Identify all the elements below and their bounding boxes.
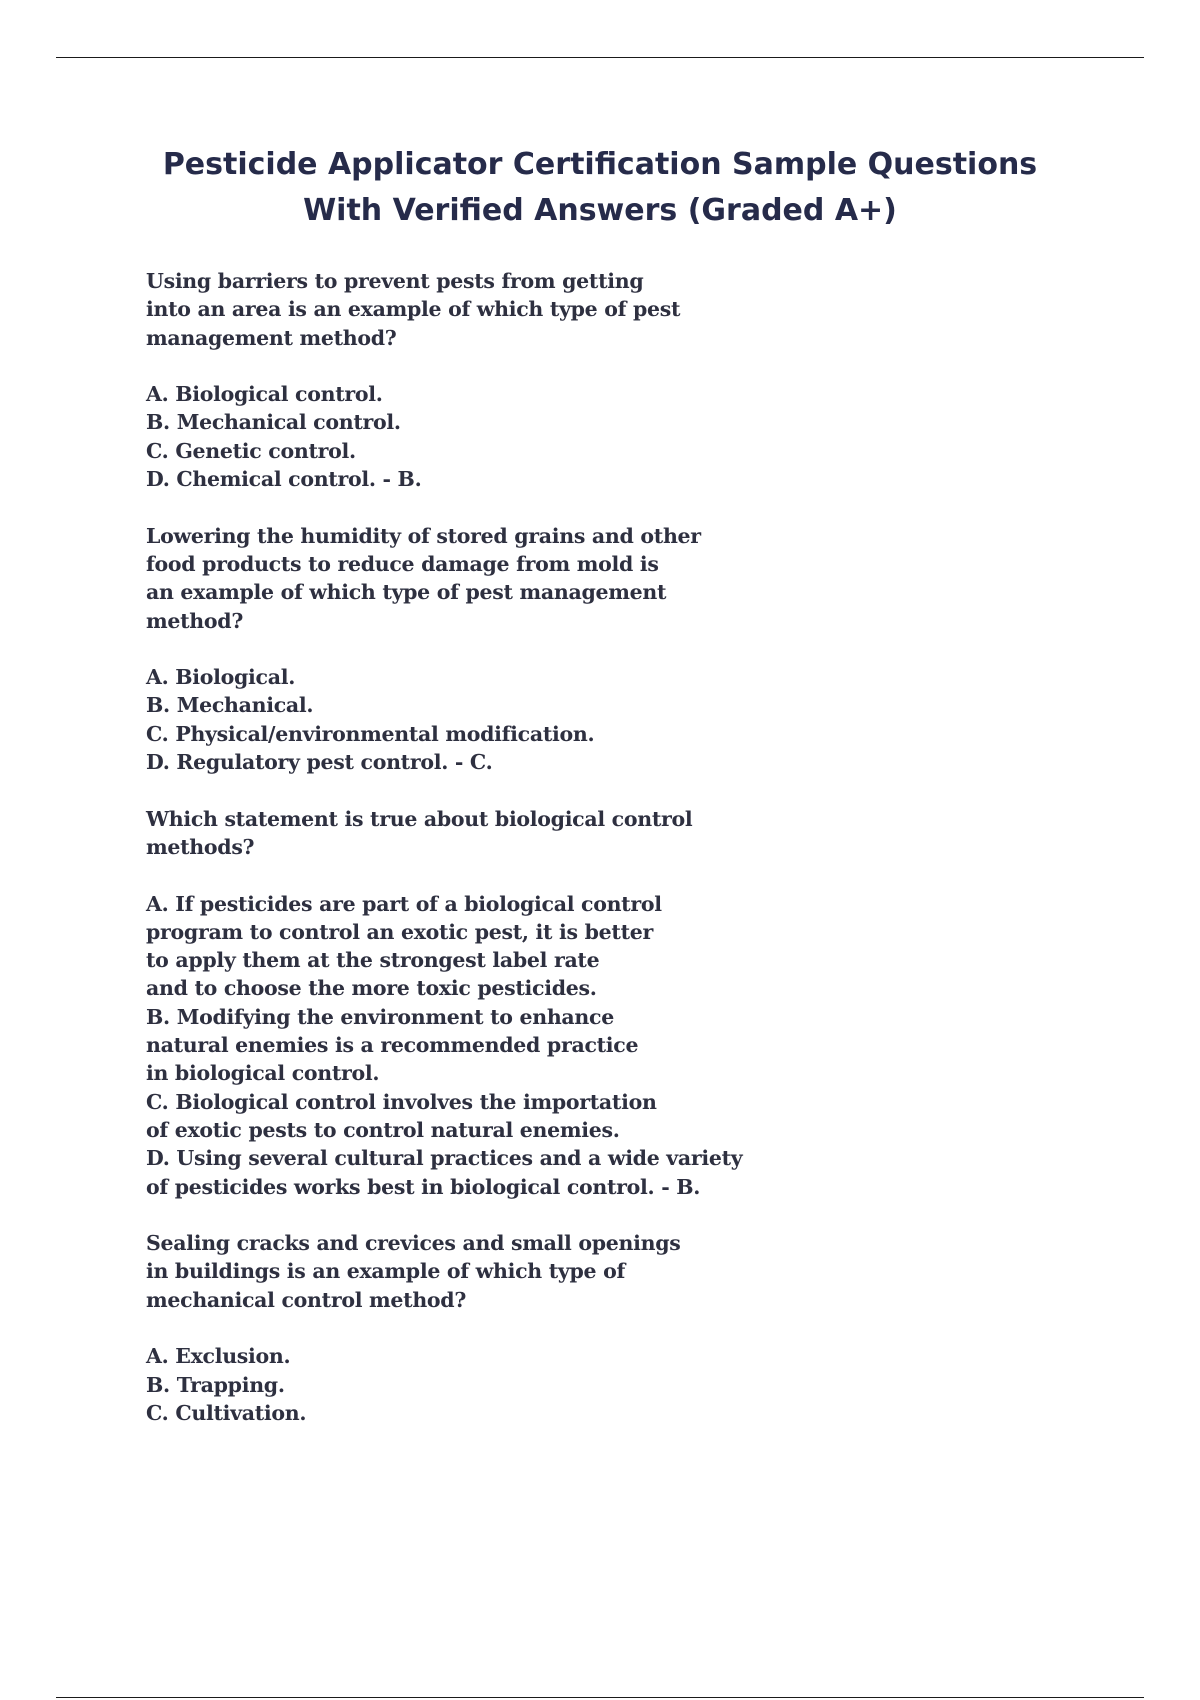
answer-option: B. Mechanical. xyxy=(146,693,314,718)
answer-option: B. Trapping. xyxy=(146,1372,285,1397)
title-line: Pesticide Applicator Certification Sample Questions xyxy=(162,147,1038,182)
answer-option: B. Mechanical control. xyxy=(146,410,401,435)
answer-option: of exotic pests to control natural enemies. xyxy=(146,1117,620,1142)
answer-option: D. Using several cultural practices and a wide variety xyxy=(146,1146,743,1171)
bottom-rule xyxy=(56,1697,1144,1698)
question-text: Using barriers to prevent pests from getting xyxy=(146,269,644,293)
question-block xyxy=(146,805,846,1201)
answer-option: in biological control. xyxy=(146,1061,380,1086)
answer-option: C. Biological control involves the importation xyxy=(146,1089,657,1114)
question-text: food products to reduce damage from mold is xyxy=(146,551,659,576)
question-text: Sealing cracks and crevices and small openings xyxy=(146,1231,681,1256)
spacer xyxy=(146,1201,846,1229)
title-line: With Verified Answers (Graded A+) xyxy=(303,193,897,228)
question-text: management method? xyxy=(146,325,397,350)
question-text: into an area is an example of which type of pest xyxy=(146,297,681,322)
question-text: in buildings is an example of which type of xyxy=(146,1259,625,1284)
question-text: mechanical control method? xyxy=(146,1287,467,1312)
question-text: methods? xyxy=(146,834,255,859)
spacer xyxy=(146,1314,846,1342)
spacer xyxy=(146,776,846,804)
answer-option: A. Biological. xyxy=(146,665,296,690)
answer-option: program to control an exotic pest, it is better xyxy=(146,919,653,944)
question-text: an example of which type of pest management xyxy=(146,580,667,605)
question-block xyxy=(146,1229,846,1427)
question-text: Lowering the humidity of stored grains and other xyxy=(146,523,701,548)
questions-body xyxy=(146,267,846,1427)
answer-option: and to choose the more toxic pesticides. xyxy=(146,976,597,1001)
answer-option: B. Modifying the environment to enhance xyxy=(146,1004,614,1029)
spacer xyxy=(146,352,846,380)
top-rule xyxy=(56,57,1144,58)
question-block xyxy=(146,267,846,493)
spacer xyxy=(146,635,846,663)
spacer xyxy=(146,861,846,889)
answer-option: of pesticides works best in biological control. - B. xyxy=(146,1174,701,1199)
answer-option: D. Regulatory pest control. - C. xyxy=(146,750,493,775)
question-text: method? xyxy=(146,608,244,633)
answer-option: C. Cultivation. xyxy=(146,1400,307,1425)
answer-option: D. Chemical control. - B. xyxy=(146,467,422,492)
page-title xyxy=(60,142,1140,234)
answer-option: C. Genetic control. xyxy=(146,438,356,463)
answer-option: C. Physical/environmental modification. xyxy=(146,721,595,746)
answer-option: A. Exclusion. xyxy=(146,1344,291,1369)
spacer xyxy=(146,493,846,521)
question-block xyxy=(146,522,846,777)
answer-option: to apply them at the strongest label rate xyxy=(146,948,600,973)
answer-option: A. Biological control. xyxy=(146,382,383,407)
answer-option: natural enemies is a recommended practice xyxy=(146,1033,639,1058)
question-text: Which statement is true about biological control xyxy=(146,806,693,831)
answer-option: A. If pesticides are part of a biological control xyxy=(146,891,662,916)
